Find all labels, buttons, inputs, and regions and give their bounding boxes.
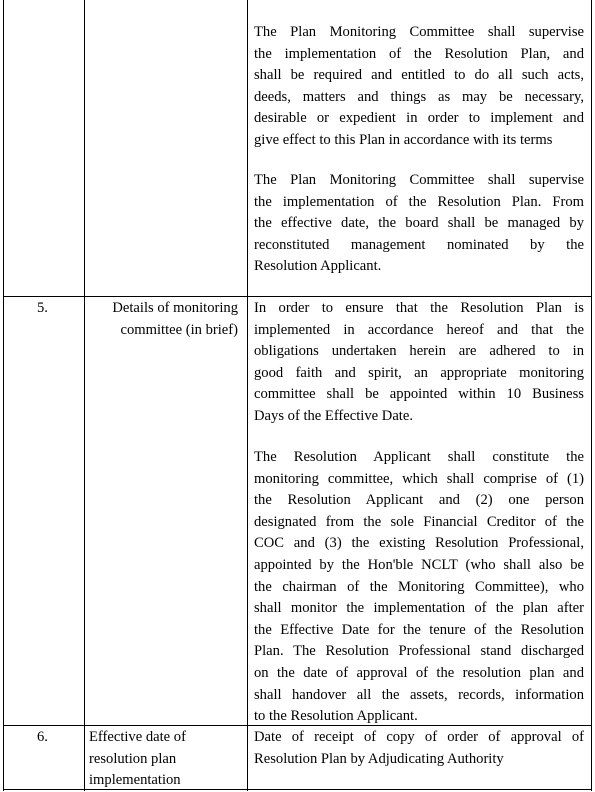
row-divider-1 bbox=[3, 296, 592, 297]
text-line: shall be required and entitled to do all such acts, bbox=[254, 67, 584, 84]
text-line: committee (in brief) bbox=[120, 321, 238, 338]
text-line: implementation bbox=[89, 772, 181, 789]
text-line: The Plan Monitoring Committee shall supervise bbox=[254, 24, 584, 40]
description-paragraph bbox=[254, 22, 584, 152]
row-label bbox=[86, 298, 238, 341]
text-line: In order to ensure that the Resolution Plan is bbox=[254, 300, 584, 316]
text-line: on the date of approval of the resolution plan and bbox=[254, 664, 584, 681]
text-line: the chairman of the Monitoring Committee), who bbox=[254, 578, 584, 595]
text-line: resolution plan bbox=[89, 750, 177, 767]
row-label bbox=[89, 727, 244, 792]
text-line: Effective date of bbox=[89, 729, 186, 745]
description-paragraph bbox=[254, 170, 584, 278]
row-number: 5. bbox=[37, 300, 48, 316]
text-line: shall handover all the assets, records, information bbox=[254, 686, 584, 703]
text-line: Date of receipt of copy of order of approval of bbox=[254, 729, 584, 745]
text-line: Resolution Plan by Adjudicating Authority bbox=[254, 750, 504, 767]
text-line: monitoring committee, which shall comprise of (1) bbox=[254, 470, 584, 487]
text-line: the implementation of the Resolution Plan, and bbox=[254, 45, 584, 62]
text-line: the implementation of the Resolution Plan. From bbox=[254, 193, 584, 210]
text-line: The Resolution Applicant shall constitute the bbox=[254, 449, 584, 465]
text-line: reconstituted management nominated by the bbox=[254, 236, 584, 253]
row-number: 6. bbox=[37, 729, 48, 745]
text-line: to the Resolution Applicant. bbox=[254, 708, 418, 725]
text-line: Days of the Effective Date. bbox=[254, 407, 413, 424]
text-line: obligations undertaken herein are adhered to in bbox=[254, 343, 584, 360]
text-line: implemented in accordance hereof and that the bbox=[254, 321, 584, 338]
text-line: designated from the sole Financial Creditor of the bbox=[254, 513, 584, 530]
text-line: give effect to this Plan in accordance with its terms bbox=[254, 131, 553, 148]
table-border-right bbox=[591, 0, 592, 791]
description-paragraph bbox=[254, 447, 584, 728]
text-line: desirable or expedient in order to implement and bbox=[254, 110, 584, 127]
table-border-left bbox=[3, 0, 4, 791]
text-line: Plan. The Resolution Professional stand discharged bbox=[254, 643, 584, 660]
table-column-divider-2 bbox=[247, 0, 248, 791]
text-line: COC and (3) the existing Resolution Professional, bbox=[254, 535, 584, 552]
text-line: shall monitor the implementation of the plan after bbox=[254, 600, 584, 617]
text-line: committee shall be appointed within 10 Business bbox=[254, 386, 584, 403]
text-line: appointed by the Hon'ble NCLT (who shall also be bbox=[254, 556, 584, 573]
text-line: Details of monitoring bbox=[112, 300, 238, 316]
table-column-divider-1 bbox=[84, 0, 85, 791]
text-line: deeds, matters and things as may be necessary, bbox=[254, 88, 584, 105]
text-line: The Plan Monitoring Committee shall supervise bbox=[254, 172, 584, 188]
text-line: the Effective Date for the tenure of the Resolution bbox=[254, 621, 584, 638]
text-line: good faith and spirit, an appropriate monitoring bbox=[254, 364, 584, 381]
description-paragraph bbox=[254, 727, 584, 770]
text-line: Resolution Applicant. bbox=[254, 258, 382, 275]
text-line: the effective date, the board shall be managed by bbox=[254, 215, 584, 232]
text-line: the Resolution Applicant and (2) one person bbox=[254, 492, 584, 509]
description-paragraph bbox=[254, 298, 584, 428]
